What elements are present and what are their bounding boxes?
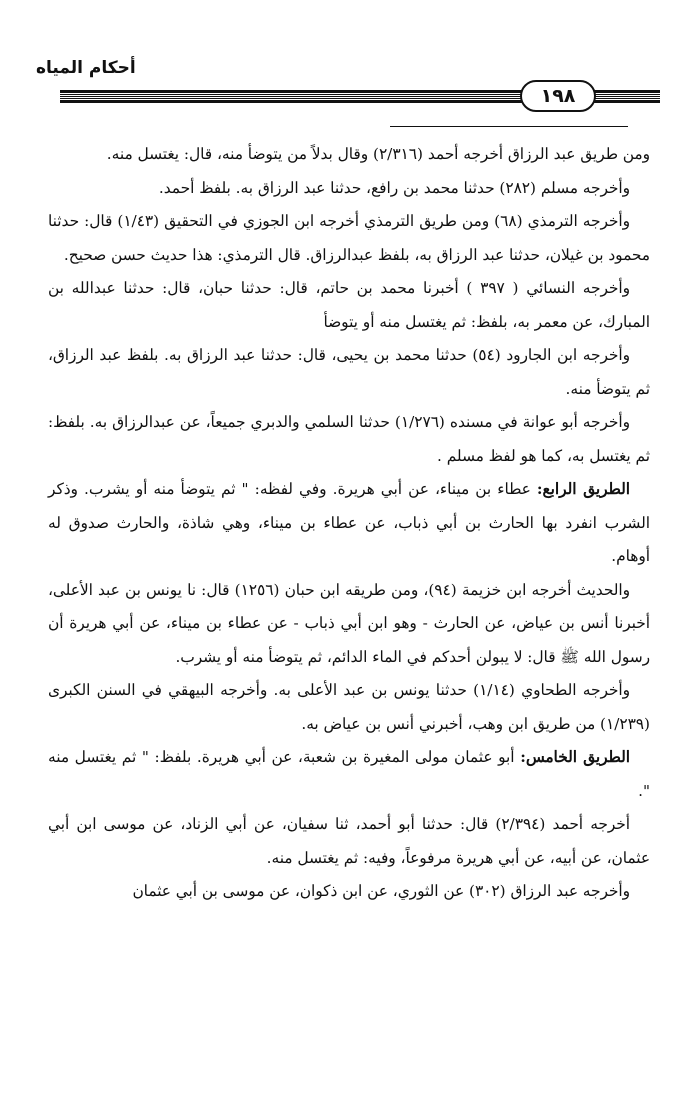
paragraph-route-4 [48,473,650,574]
paragraph-text: عطاء بن ميناء، عن أبي هريرة. وفي لفظه: " ثم يتوضأ منه أو يشرب. وذكر الشرب انفرد بها الحارث بن أبي ذباب، عن عطاء بن ميناء، وهي شاذة، والحارث صدوق له أوهام. [48,480,650,565]
paragraph: والحديث أخرجه ابن خزيمة (٩٤)، ومن طريقه ابن حبان (١٢٥٦) قال: نا يونس بن عبد الأعلى، أخبرنا أنس بن عياض، عن الحارث - وهو ابن أبي ذباب - عن عطاء بن ميناء، عن أبي هريرة أن رسول الله ﷺ قال: لا يبولن أحدكم في الماء الدائم، ثم يتوضأ منه أو يشرب. [48,580,650,666]
footnote-body [48,138,650,909]
page-number: ١٩٨ [520,80,596,112]
paragraph: وأخرجه مسلم (٢٨٢) حدثنا محمد بن رافع، حدثنا عبد الرزاق به. بلفظ أحمد. [158,178,630,197]
paragraph: وأخرجه الترمذي (٦٨) ومن طريق الترمذي أخرجه ابن الجوزي في التحقيق (١/٤٣) قال: حدثنا محمود بن غيلان، حدثنا عبد الرزاق به، بلفظ عبدالرزاق. قال الترمذي: هذا حديث حسن صحيح. [48,212,650,264]
heading-fifth-route: الطريق الخامس: [520,748,630,766]
running-header-title: أحكام المياه [36,58,136,78]
footnote-separator [390,126,628,127]
paragraph: وأخرجه عبد الرزاق (٣٠٢) عن الثوري، عن ابن ذكوان، عن موسى بن أبي عثمان [132,882,630,900]
paragraph: وأخرجه الطحاوي (١/١٤) حدثنا يونس بن عبد الأعلى به. وأخرجه البيهقي في السنن الكبرى (١/٢٣٩) من طريق ابن وهب، أخبرني أنس بن عياض به. [48,681,650,733]
paragraph: وأخرجه ابن الجارود (٥٤) حدثنا محمد بن يحيى، قال: حدثنا عبد الرزاق به. بلفظ عبد الرزاق، ثم يتوضأ منه. [48,346,650,398]
heading-fourth-route: الطريق الرابع: [536,480,630,498]
paragraph-text: أبو عثمان مولى المغيرة بن شعبة، عن أبي هريرة. بلفظ: " ثم يغتسل منه ". [48,748,650,800]
paragraph-route-5 [48,741,650,808]
paragraph: وأخرجه أبو عوانة في مسنده (١/٢٧٦) حدثنا السلمي والدبري جميعاً، عن عبدالرزاق به. بلفظ: ثم يغتسل به، كما هو لفظ مسلم . [48,413,650,465]
paragraph: أخرجه أحمد (٢/٣٩٤) قال: حدثنا أبو أحمد، ثنا سفيان، عن أبي الزناد، عن موسى ابن أبي عثمان، عن أبيه، عن أبي هريرة مرفوعاً، وفيه: ثم يغتسل منه. [48,815,650,867]
paragraph: ومن طريق عبد الرزاق أخرجه أحمد (٢/٣١٦) وقال بدلاً من يتوضأ منه، قال: يغتسل منه. [106,145,650,163]
paragraph: وأخرجه النسائي ( ٣٩٧ ) أخبرنا محمد بن حاتم، قال: حدثنا حبان، قال: حدثنا عبدالله بن المبارك، عن معمر به، بلفظ: ثم يغتسل منه أو يتوضأ [48,279,650,331]
